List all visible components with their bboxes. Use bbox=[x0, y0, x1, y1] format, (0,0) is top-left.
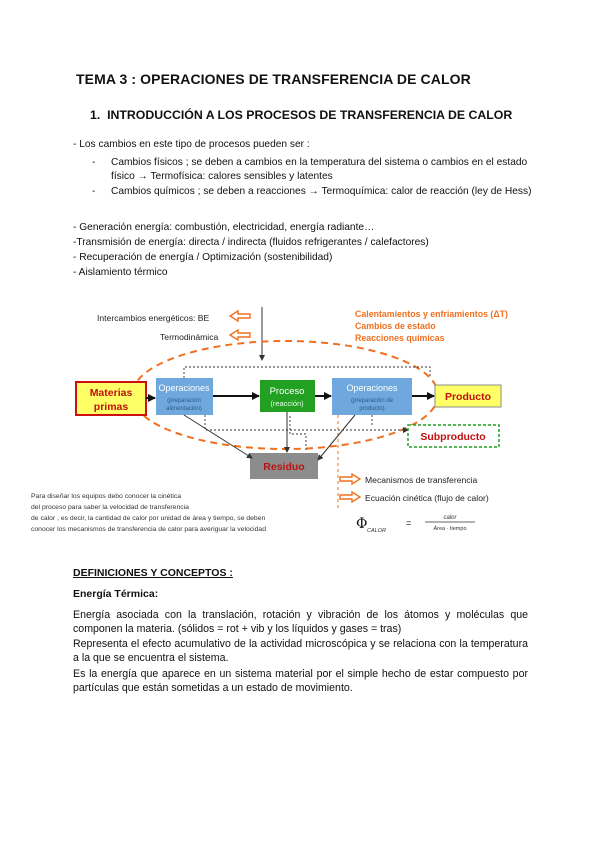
page-title: TEMA 3 : OPERACIONES DE TRANSFERENCIA DE CALOR bbox=[76, 71, 471, 87]
bullet-text: Cambios físicos ; se deben a cambios en la temperatura del sistema o cambios en el estado físico → Termofísica: calores sensibles y latentes bbox=[111, 157, 528, 182]
arrow-op1-residuo bbox=[184, 415, 252, 458]
definition-paragraph: Es la energía que aparece en un sistema material por el simple hecho de estar compuesto por partículas que están sometidas a un estado de movimiento. bbox=[73, 668, 528, 694]
note-line: Para diseñar los equipos debo conocer la cinética bbox=[31, 493, 182, 500]
orange-arrow-icon bbox=[340, 492, 360, 502]
formula-numerator: calor bbox=[443, 515, 457, 521]
orange-arrow-icon bbox=[340, 474, 360, 484]
note-line: conocer los mecanismos de transferencia de calor para averiguar la velocidad bbox=[31, 526, 266, 533]
bullet-dash: - bbox=[92, 157, 96, 168]
materias-label: Materias bbox=[89, 387, 133, 399]
section-title: INTRODUCCIÓN A LOS PROCESOS DE TRANSFERENCIA DE CALOR bbox=[107, 108, 513, 122]
list-item: - Aislamiento térmico bbox=[73, 267, 168, 278]
note-line: de calor , es decir, la cantidad de calor por unidad de área y tiempo, se deben bbox=[31, 515, 266, 522]
formula-denominator: Área · tiempo bbox=[433, 526, 467, 532]
operaciones-1-title: Operaciones bbox=[158, 383, 210, 393]
phi-subscript: CALOR bbox=[367, 528, 386, 534]
producto-label: Producto bbox=[444, 391, 492, 403]
list-item: - Generación energía: combustión, electricidad, energía radiante… bbox=[73, 222, 375, 233]
operaciones-1-sub1: (preparación bbox=[167, 398, 201, 404]
orange-label-2: Cambios de estado bbox=[355, 321, 436, 331]
residuo-label: Residuo bbox=[263, 461, 305, 473]
formula-equals: = bbox=[406, 518, 412, 528]
primas-label: primas bbox=[93, 401, 129, 413]
dotted-to-subproducto bbox=[205, 415, 408, 430]
operaciones-2-sub2: producto) bbox=[359, 406, 385, 412]
phi-symbol: Φ bbox=[356, 516, 368, 532]
definition-paragraph: Representa el efecto acumulativo de la actividad microscópica y se relaciona con la temperatura a la que se encuentra el sistema. bbox=[73, 638, 528, 664]
dotted-to-residuo bbox=[290, 416, 306, 452]
arrow-op2-residuo bbox=[318, 415, 355, 460]
intro-line: - Los cambios en este tipo de procesos pueden ser : bbox=[73, 139, 310, 150]
termodinamica-label: Termodinámica bbox=[160, 332, 219, 342]
operaciones-2-sub1: (preparación de bbox=[350, 398, 394, 404]
definitions-heading: DEFINICIONES Y CONCEPTOS : bbox=[73, 567, 233, 579]
ecuacion-label: Ecuación cinética (flujo de calor) bbox=[365, 493, 489, 503]
note-line: del proceso para saber la velocidad de transferencia bbox=[31, 504, 189, 511]
term-heading: Energía Térmica: bbox=[73, 588, 159, 600]
subproducto-label: Subproducto bbox=[420, 431, 486, 443]
proceso-title: Proceso bbox=[269, 386, 305, 397]
bullet-text: Cambios químicos ; se deben a reacciones → Termoquímica: calor de reacción (ley de Hess) bbox=[111, 186, 532, 197]
orange-arrow-icon bbox=[230, 330, 250, 340]
mecanismos-label: Mecanismos de transferencia bbox=[365, 475, 478, 485]
orange-label-1: Calentamientos y enfriamientos (ΔT) bbox=[355, 309, 508, 319]
list-item: -Transmisión de energía: directa / indirecta (fluidos refrigerantes / calefactores) bbox=[73, 237, 429, 248]
bullet-dash: - bbox=[92, 186, 96, 197]
definition-paragraph: Energía asociada con la translación, rotación y vibración de los átomos y moléculas que componen la materia. (sólidos = rot + vib y los líquidos y gases = tras) bbox=[73, 609, 528, 635]
proceso-sub: (reacción) bbox=[270, 399, 304, 408]
operaciones-2-title: Operaciones bbox=[346, 383, 398, 393]
dotted-loop bbox=[184, 367, 430, 378]
list-item: - Recuperación de energía / Optimización (sostenibilidad) bbox=[73, 252, 333, 263]
section-number: 1. bbox=[90, 108, 101, 122]
intercambios-label: Intercambios energéticos: BE bbox=[97, 313, 210, 323]
orange-arrow-icon bbox=[230, 311, 250, 321]
operaciones-1-sub2: alimentación) bbox=[166, 406, 202, 412]
orange-label-3: Reacciones químicas bbox=[355, 333, 445, 343]
